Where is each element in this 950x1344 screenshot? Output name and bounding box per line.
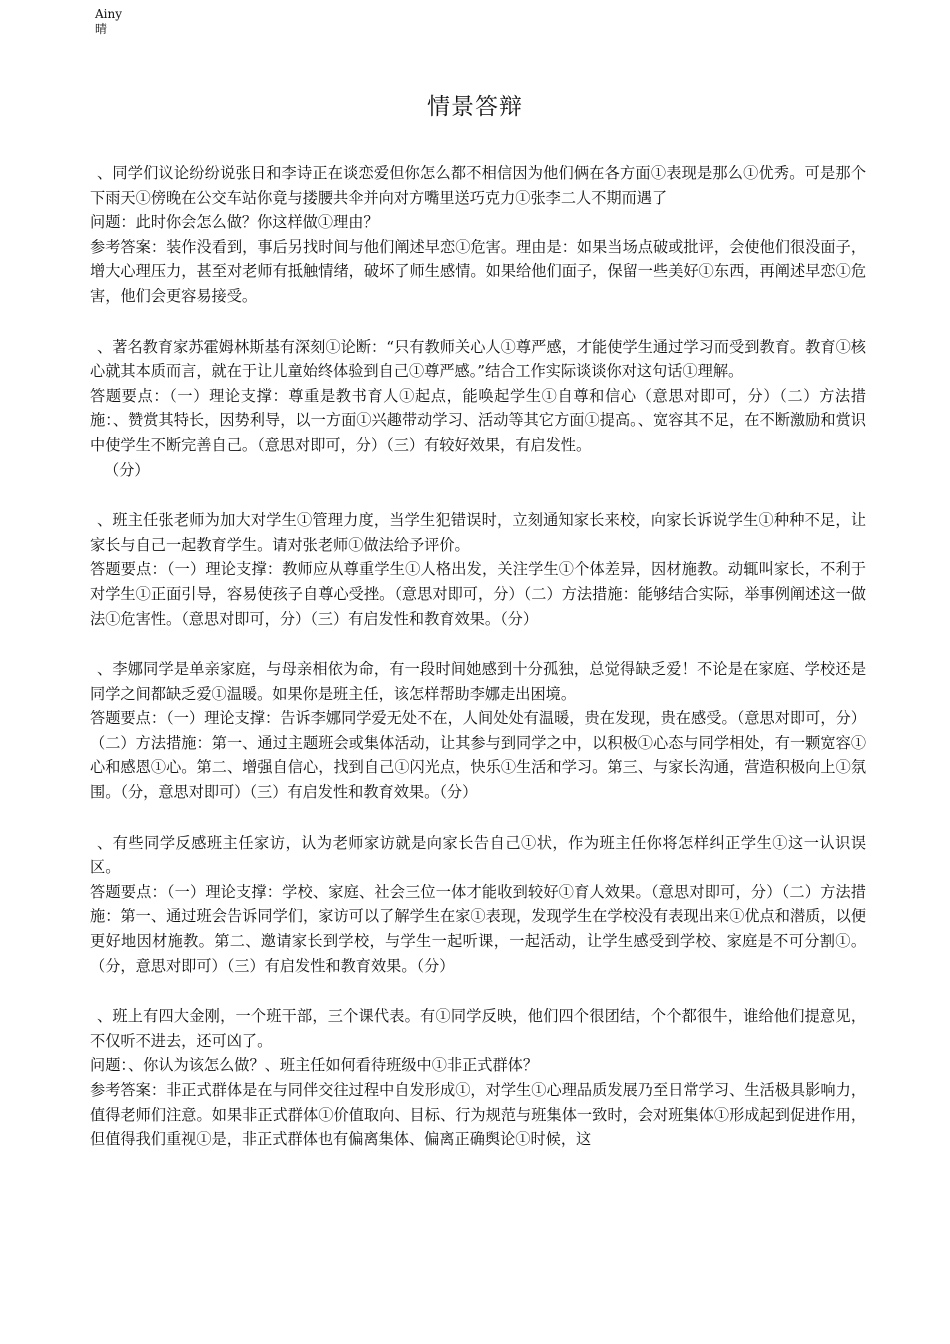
scenario-4	[90, 657, 866, 805]
scenario-6	[90, 1004, 866, 1152]
scenario-1	[90, 161, 866, 309]
scenario-question: 、李娜同学是单亲家庭，与母亲相依为命，有一段时间她感到十分孤独，总觉得缺乏爱！不论是在家庭、学校还是同学之间都缺乏爱①温暖。如果你是班主任，该怎样帮助李娜走出困境。	[90, 660, 866, 703]
scenario-answer: 参考答案：装作没看到，事后另找时间与他们阐述早恋①危害。理由是：如果当场点破或批评，会使他们很没面子，增大心理压力，甚至对老师有抵触情绪，破坏了师生感情。如果给他们面子，保留一些美好①东西，再阐述早恋①危害，他们会更容易接受。	[90, 237, 866, 305]
scenario-question: 、班上有四大金刚，一个班干部，三个课代表。有①同学反映，他们四个很团结，个个都很牛，谁给他们提意见，不仅听不进去，还可凶了。	[90, 1007, 866, 1050]
scenario-question: 、班主任张老师为加大对学生①管理力度，当学生犯错误时，立刻通知家长来校，向家长诉说学生①种种不足，让家长与自己一起教育学生。请对张老师①做法给予评价。	[90, 511, 866, 554]
scenario-question: 、同学们议论纷纷说张日和李诗正在谈恋爱但你怎么都不相信因为他们俩在各方面①表现是那么①优秀。可是那个下雨天①傍晚在公交车站你竟与搂腰共伞并向对方嘴里送巧克力①张李二人不期而遇了	[90, 164, 866, 207]
scenario-5	[90, 831, 866, 979]
author-name-cn: 晴	[95, 22, 108, 36]
document-body	[90, 161, 866, 1178]
scenario-answer: 答题要点：（一）理论支撑：尊重是教书育人①起点，能唤起学生①自尊和信心（意思对即可，分）（二）方法措施：、赞赏其特长，因势利导，以一方面①兴趣带动学习、活动等其它方面①提高。、宽容其不足，在不断激励和赏识中使学生不断完善自己。（意思对即可，分）（三）有较好效果，有启发性。	[90, 386, 866, 454]
scenario-answer: 答题要点：（一）理论支撑：教师应从尊重学生①人格出发，关注学生①个体差异，因材施教。动辄叫家长，不利于对学生①正面引导，容易使孩子自尊心受挫。（意思对即可，分）（二）方法措施：能够结合实际，举事例阐述这一做法①危害性。（意思对即可，分）（三）有启发性和教育效果。（分）	[90, 560, 866, 628]
header-author	[95, 7, 122, 37]
scenario-question: 、著名教育家苏霍姆林斯基有深刻①论断：“只有教师关心人①尊严感，才能使学生通过学习而受到教育。教育①核心就其本质而言，就在于让儿童始终体验到自己①尊严感。”结合工作实际谈谈你对这句话①理解。	[90, 337, 866, 381]
scenario-3	[90, 508, 866, 631]
scenario-ask: 问题：、你认为该怎么做？、班主任如何看待班级中①非正式群体？	[90, 1056, 539, 1075]
scenario-answer: 答题要点：（一）理论支撑：告诉李娜同学爱无处不在，人间处处有温暖，贵在发现，贵在感受。（意思对即可，分）（二）方法措施：第一、通过主题班会或集体活动，让其参与到同学之中，以积极①心态与同学相处，有一颗宽容①心和感恩①心。第二、增强自信心，找到自己①闪光点，快乐①生活和学习。第三、与家长沟通，营造积极向上①氛围。（分，意思对即可）（三）有启发性和教育效果。（分）	[90, 709, 866, 802]
scenario-answer: 参考答案：非正式群体是在与同伴交往过程中自发形成①，对学生①心理品质发展乃至日常学习、生活极具影响力，值得老师们注意。如果非正式群体①价值取向、目标、行为规范与班集体一致时，会对班集体①形成起到促进作用，但值得我们重视①是，非正式群体也有偏离集体、偏离正确舆论①时候，这	[90, 1081, 866, 1149]
scenario-question: 、有些同学反感班主任家访，认为老师家访就是向家长告自己①状，作为班主任你将怎样纠正学生①这一认识误区。	[90, 833, 866, 877]
scenario-2	[90, 335, 866, 483]
scenario-answer: 答题要点：（一）理论支撑：学校、家庭、社会三位一体才能收到较好①育人效果。（意思对即可，分）（二）方法措施：第一、通过班会告诉同学们，家访可以了解学生在家①表现，发现学生在学校没有表现出来①优点和潜质，以便更好地因材施教。第二、邀请家长到学校，与学生一起听课，一起活动，让学生感受到学校、家庭是不可分割①。（分，意思对即可）（三）有启发性和教育效果。（分）	[90, 882, 866, 975]
author-name: Ainy	[95, 7, 123, 21]
score-note: （分）	[104, 460, 150, 479]
page-title: 情景答辩	[427, 94, 523, 120]
scenario-ask: 问题：此时你会怎么做？你这样做①理由？	[90, 213, 379, 232]
